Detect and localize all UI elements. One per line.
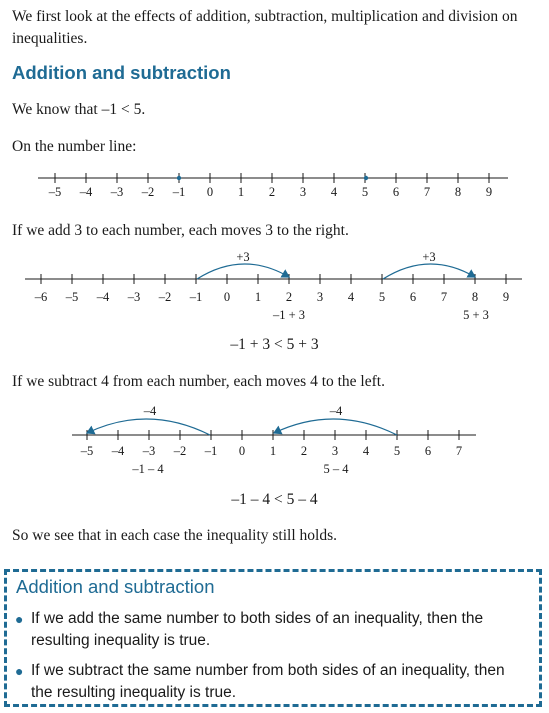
tick-label: –1 [172,185,186,199]
point-five [364,176,368,180]
number-line-addition [0,244,549,324]
tick-label: –2 [173,444,187,458]
arrow-label-sub-right: –4 [329,404,343,418]
number-line-original [0,160,549,200]
tick-label: 3 [331,444,339,458]
bullet-icon: ● [15,663,24,679]
tick-label: 0 [238,444,246,458]
tick-label: 4 [347,290,355,304]
tick-label: –1 [204,444,218,458]
subtract-paragraph: If we subtract 4 from each number, each moves 4 to the left. [12,373,385,390]
tick-label: 1 [237,185,245,199]
tick-label: 7 [440,290,448,304]
tick-label: 2 [300,444,308,458]
tick-label: –3 [110,185,124,199]
tick-label: 1 [269,444,277,458]
tick-label: –5 [65,290,79,304]
tick-label: –4 [111,444,125,458]
bullet-text: If we add the same number to both sides of an inequality, then the resulting inequality is true. [31,610,484,649]
tick-label: 0 [223,290,231,304]
number-line-intro: On the number line: [12,138,137,155]
arrow-label-add-right: +3 [422,250,436,264]
arrow-add-left [197,264,289,279]
tick-label: –4 [79,185,93,199]
tick-label: 6 [424,444,432,458]
tick-label: 3 [316,290,324,304]
tick-label: –5 [48,185,62,199]
bullet-icon: ● [15,611,24,627]
sum-label-right: 5 + 3 [463,308,489,322]
subtraction-inequality: –1 – 4 < 5 – 4 [231,491,318,508]
tick-label: 6 [409,290,417,304]
tick-label: –2 [158,290,172,304]
intro-paragraph: We first look at the effects of addition, subtraction, multiplication and division on inequalities. [12,8,518,47]
tick-label: –4 [96,290,110,304]
summary-bullet-add [15,608,530,652]
bullet-text: If we subtract the same number from both sides of an inequality, then the resulting inequality is true. [31,662,505,701]
arrow-add-right [383,264,475,279]
sum-label-left: –1 + 3 [272,308,306,322]
difference-label-left: –1 – 4 [132,462,164,476]
tick-label: 2 [285,290,293,304]
tick-label: –6 [34,290,48,304]
tick-label: 1 [254,290,262,304]
tick-label: 0 [206,185,214,199]
arrow-label-sub-left: –4 [143,404,157,418]
tick-label: 8 [454,185,462,199]
summary-title: Addition and subtraction [16,576,215,597]
tick-label: 8 [471,290,479,304]
tick-label: 7 [423,185,431,199]
tick-label: 6 [392,185,400,199]
add-paragraph: If we add 3 to each number, each moves 3 to the right. [12,222,349,239]
summary-box [4,569,542,707]
arrow-label-add-left: +3 [236,250,250,264]
conclusion-paragraph: So we see that in each case the inequality still holds. [12,527,337,544]
number-line-subtraction [0,398,549,478]
tick-label: 4 [362,444,370,458]
tick-label: 4 [330,185,338,199]
tick-label: 5 [393,444,401,458]
tick-label: 9 [485,185,493,199]
tick-label: 7 [455,444,463,458]
section-heading: Addition and subtraction [12,62,231,83]
tick-label: 2 [268,185,276,199]
difference-label-right: 5 – 4 [323,462,349,476]
tick-label: 5 [378,290,386,304]
addition-inequality: –1 + 3 < 5 + 3 [230,336,319,353]
tick-label: –3 [127,290,141,304]
tick-label: –3 [142,444,156,458]
tick-label: 9 [502,290,510,304]
summary-bullet-subtract [15,660,530,704]
statement-paragraph: We know that –1 < 5. [12,101,146,118]
tick-label: –1 [189,290,203,304]
tick-label: 3 [299,185,307,199]
tick-label: 5 [361,185,369,199]
tick-label: –5 [80,444,94,458]
point-minus-one [177,176,181,180]
tick-label: –2 [141,185,155,199]
